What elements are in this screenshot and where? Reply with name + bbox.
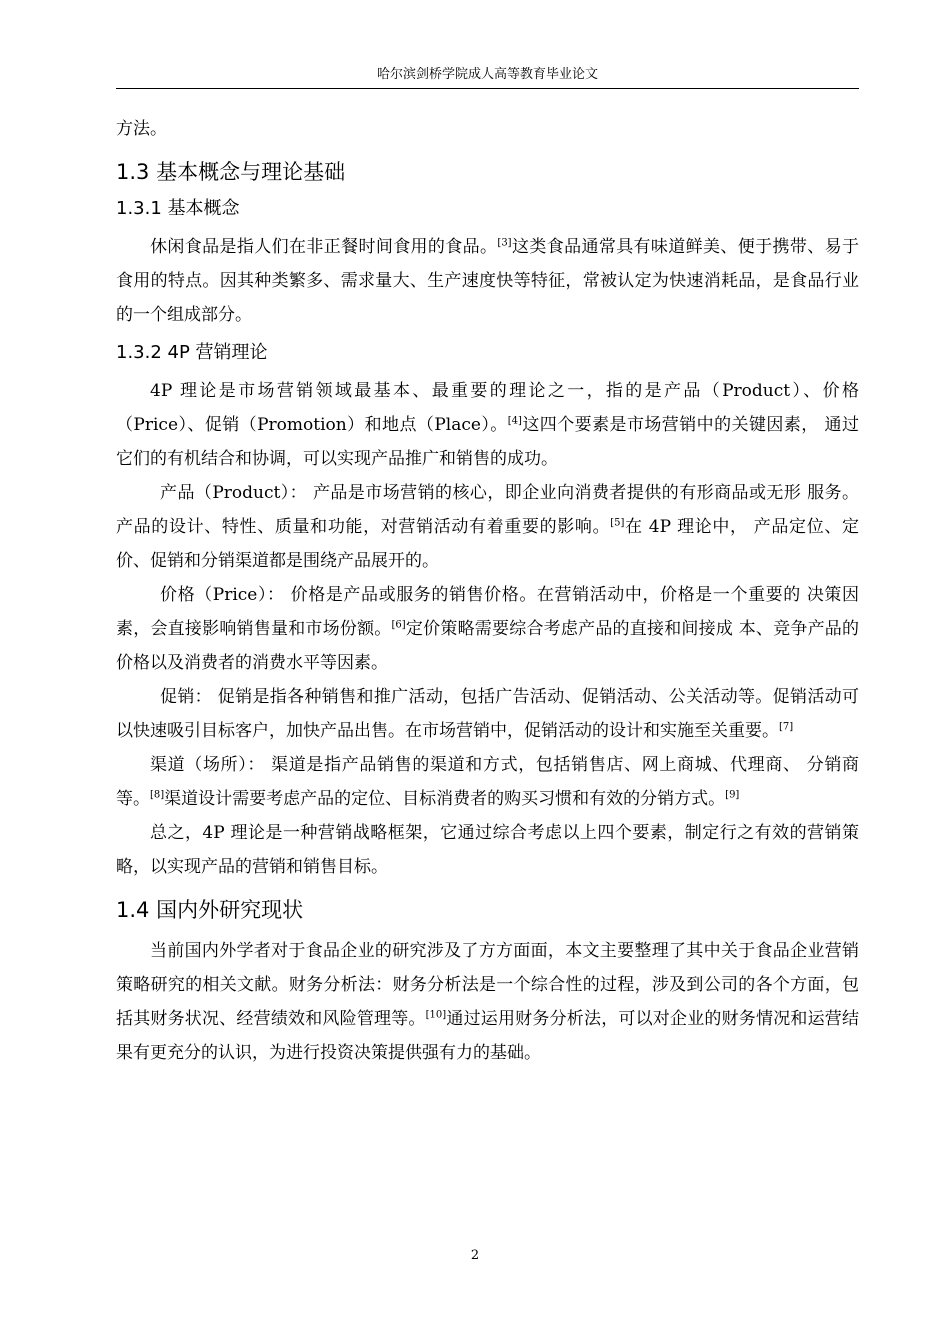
page-number: 2	[470, 1248, 480, 1263]
section-1-3-1-title: 1.3.1 基本概念	[116, 198, 240, 219]
citation: [4]	[507, 415, 522, 427]
section-1-3-title: 1.3 基本概念与理论基础	[116, 160, 346, 184]
paragraph: 产品（Product）： 产品是市场营销的核心，即企业向消费者提供的有形商品或无形 服务。产品的设计、特性、质量和功能，对营销活动有着重要的影响。[5]在 4P 理论中， 产品定位、定价、促销和分销渠道都是围绕产品展开的。	[116, 483, 860, 571]
paragraph: 休闲食品是指人们在非正餐时间食用的食品。[3]这类食品通常具有味道鲜美、便于携带、易于食用的特点。因其种类繁多、需求量大、生产速度快等特征，常被认定为快速消耗品，是食品行业的一个组成部分。	[116, 237, 860, 325]
citation: [3]	[497, 237, 512, 249]
page-content	[116, 112, 859, 1070]
intro-line: 方法。	[116, 119, 167, 139]
citation: [10]	[425, 1009, 447, 1021]
citation: [7]	[779, 721, 794, 733]
section-1-3-2-title: 1.3.2 4P 营销理论	[116, 342, 268, 363]
citation: [8]	[150, 789, 165, 801]
citation: [9]	[725, 789, 740, 801]
page-header	[116, 66, 859, 89]
section-1-4-title: 1.4 国内外研究现状	[116, 898, 304, 922]
paragraph: 总之，4P 理论是一种营销战略框架，它通过综合考虑以上四个要素，制定行之有效的营销策略，以实现产品的营销和销售目标。	[116, 823, 859, 877]
citation: [5]	[610, 517, 625, 529]
paragraph: 价格（Price）： 价格是产品或服务的销售价格。在营销活动中，价格是一个重要的 决策因素，会直接影响销售量和市场份额。[6]定价策略需要综合考虑产品的直接和间接成 本、竞争产品的价格以及消费者的消费水平等因素。	[116, 585, 860, 673]
paragraph: 当前国内外学者对于食品企业的研究涉及了方方面面，本文主要整理了其中关于食品企业营销策略研究的相关文献。财务分析法：财务分析法是一个综合性的过程，涉及到公司的各个方面，包括其财务状况、经营绩效和风险管理等。[10]通过运用财务分析法，可以对企业的财务情况和运营结果有更充分的认识，为进行投资决策提供强有力的基础。	[116, 941, 860, 1063]
paragraph: 渠道（场所）： 渠道是指产品销售的渠道和方式，包括销售店、网上商城、代理商、 分销商等。[8]渠道设计需要考虑产品的定位、目标消费者的购买习惯和有效的分销方式。[9]	[116, 755, 859, 809]
header-title: 哈尔滨剑桥学院成人高等教育毕业论文	[376, 67, 598, 82]
citation: [6]	[391, 619, 406, 631]
paragraph: 促销： 促销是指各种销售和推广活动，包括广告活动、促销活动、公关活动等。促销活动可以快速吸引目标客户，加快产品出售。在市场营销中，促销活动的设计和实施至关重要。[7]	[116, 687, 859, 741]
paragraph: 4P 理论是市场营销领域最基本、最重要的理论之一，指的是产品（Product）、价格（Price）、促销（Promotion）和地点（Place）。[4]这四个要素是市场营销中的关键因素， 通过它们的有机结合和协调，可以实现产品推广和销售的成功。	[116, 381, 859, 469]
